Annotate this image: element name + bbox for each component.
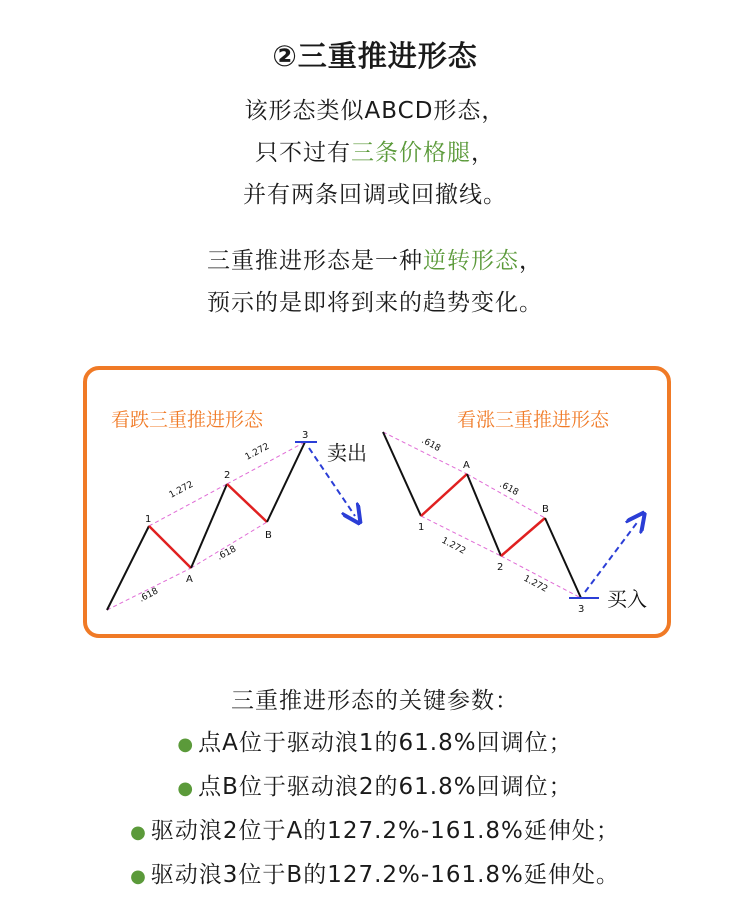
reversal-line-1-suffix: ， <box>519 248 543 274</box>
intro-line-1: 该形态类似ABCD形态， <box>244 98 506 124</box>
reversal-line-1 <box>0 240 750 282</box>
bullet-dot-icon: ● <box>177 778 195 799</box>
intro-line-2 <box>0 132 750 174</box>
bullish-retrace-b <box>501 518 545 556</box>
bullish-label-2: 2 <box>497 562 504 573</box>
bullish-ratio-3: 1.272 <box>439 535 468 557</box>
intro-paragraph <box>0 90 750 216</box>
bullish-label-1: 1 <box>418 522 425 533</box>
bullish-label-b: B <box>542 504 549 515</box>
param-item-text: 驱动浪3位于B的127.2%-161.8%延伸处。 <box>150 862 620 888</box>
params-heading: 三重推进形态的关键参数： <box>231 688 519 714</box>
param-item-text: 点A位于驱动浪1的61.8%回调位； <box>198 730 573 756</box>
param-item <box>0 766 750 810</box>
bullet-dot-icon: ● <box>177 734 195 755</box>
bullish-title: 看涨三重推进形态 <box>457 409 610 431</box>
bearish-label-a: A <box>186 574 193 585</box>
bearish-action-label: 卖出 <box>327 441 367 465</box>
bearish-title: 看跌三重推进形态 <box>111 409 264 431</box>
bullish-retrace-a <box>421 474 467 516</box>
bearish-ratio-1: 1.272 <box>167 479 196 501</box>
bullish-leg-1 <box>383 432 421 516</box>
bullish-leg-2 <box>467 474 501 556</box>
bullish-ratio-1: .618 <box>419 435 442 455</box>
intro-line-2-suffix: ， <box>471 140 495 166</box>
intro-line-3: 并有两条回调或回撤线。 <box>243 182 507 208</box>
bullish-action-label: 买入 <box>607 587 647 611</box>
param-item <box>0 722 750 766</box>
reversal-paragraph <box>0 240 750 324</box>
bearish-ratio-2: 1.272 <box>243 441 272 463</box>
param-item <box>0 854 750 898</box>
pattern-diagram-panel <box>83 366 671 638</box>
bullish-buy-arrow <box>585 520 639 592</box>
bullish-label-a: A <box>463 460 470 471</box>
param-item <box>0 810 750 854</box>
reversal-line-2: 预示的是即将到来的趋势变化。 <box>207 290 543 316</box>
bearish-guide-lower-2 <box>191 522 267 568</box>
bullet-dot-icon: ● <box>130 822 147 843</box>
key-parameters <box>0 680 750 898</box>
intro-line-2-prefix: 只不过有 <box>255 140 351 166</box>
page-title: ②三重推进形态 <box>272 39 478 73</box>
bullish-ratio-2: .618 <box>497 479 520 499</box>
bearish-ratio-4: .618 <box>215 544 239 563</box>
bearish-ratio-3: .618 <box>137 586 161 605</box>
bearish-label-b: B <box>265 530 272 541</box>
intro-highlight: 三条价格腿 <box>351 140 471 166</box>
bullet-dot-icon: ● <box>130 866 147 887</box>
bearish-label-1: 1 <box>145 514 152 525</box>
bullish-guide-upper-2 <box>467 474 545 518</box>
param-item-text: 点B位于驱动浪2的61.8%回调位； <box>198 774 573 800</box>
bullish-leg-3 <box>545 518 581 598</box>
reversal-highlight: 逆转形态 <box>423 248 519 274</box>
bearish-label-2: 2 <box>224 470 231 481</box>
bearish-label-3: 3 <box>302 430 309 441</box>
bearish-retrace-b <box>227 484 267 522</box>
bullish-label-3: 3 <box>578 604 585 615</box>
bullish-ratio-4: 1.272 <box>521 573 550 595</box>
bearish-retrace-a <box>149 526 191 568</box>
bearish-leg-3 <box>267 442 305 522</box>
pattern-diagram <box>87 370 667 634</box>
param-item-text: 驱动浪2位于A的127.2%-161.8%延伸处； <box>150 818 620 844</box>
reversal-line-1-prefix: 三重推进形态是一种 <box>207 248 423 274</box>
